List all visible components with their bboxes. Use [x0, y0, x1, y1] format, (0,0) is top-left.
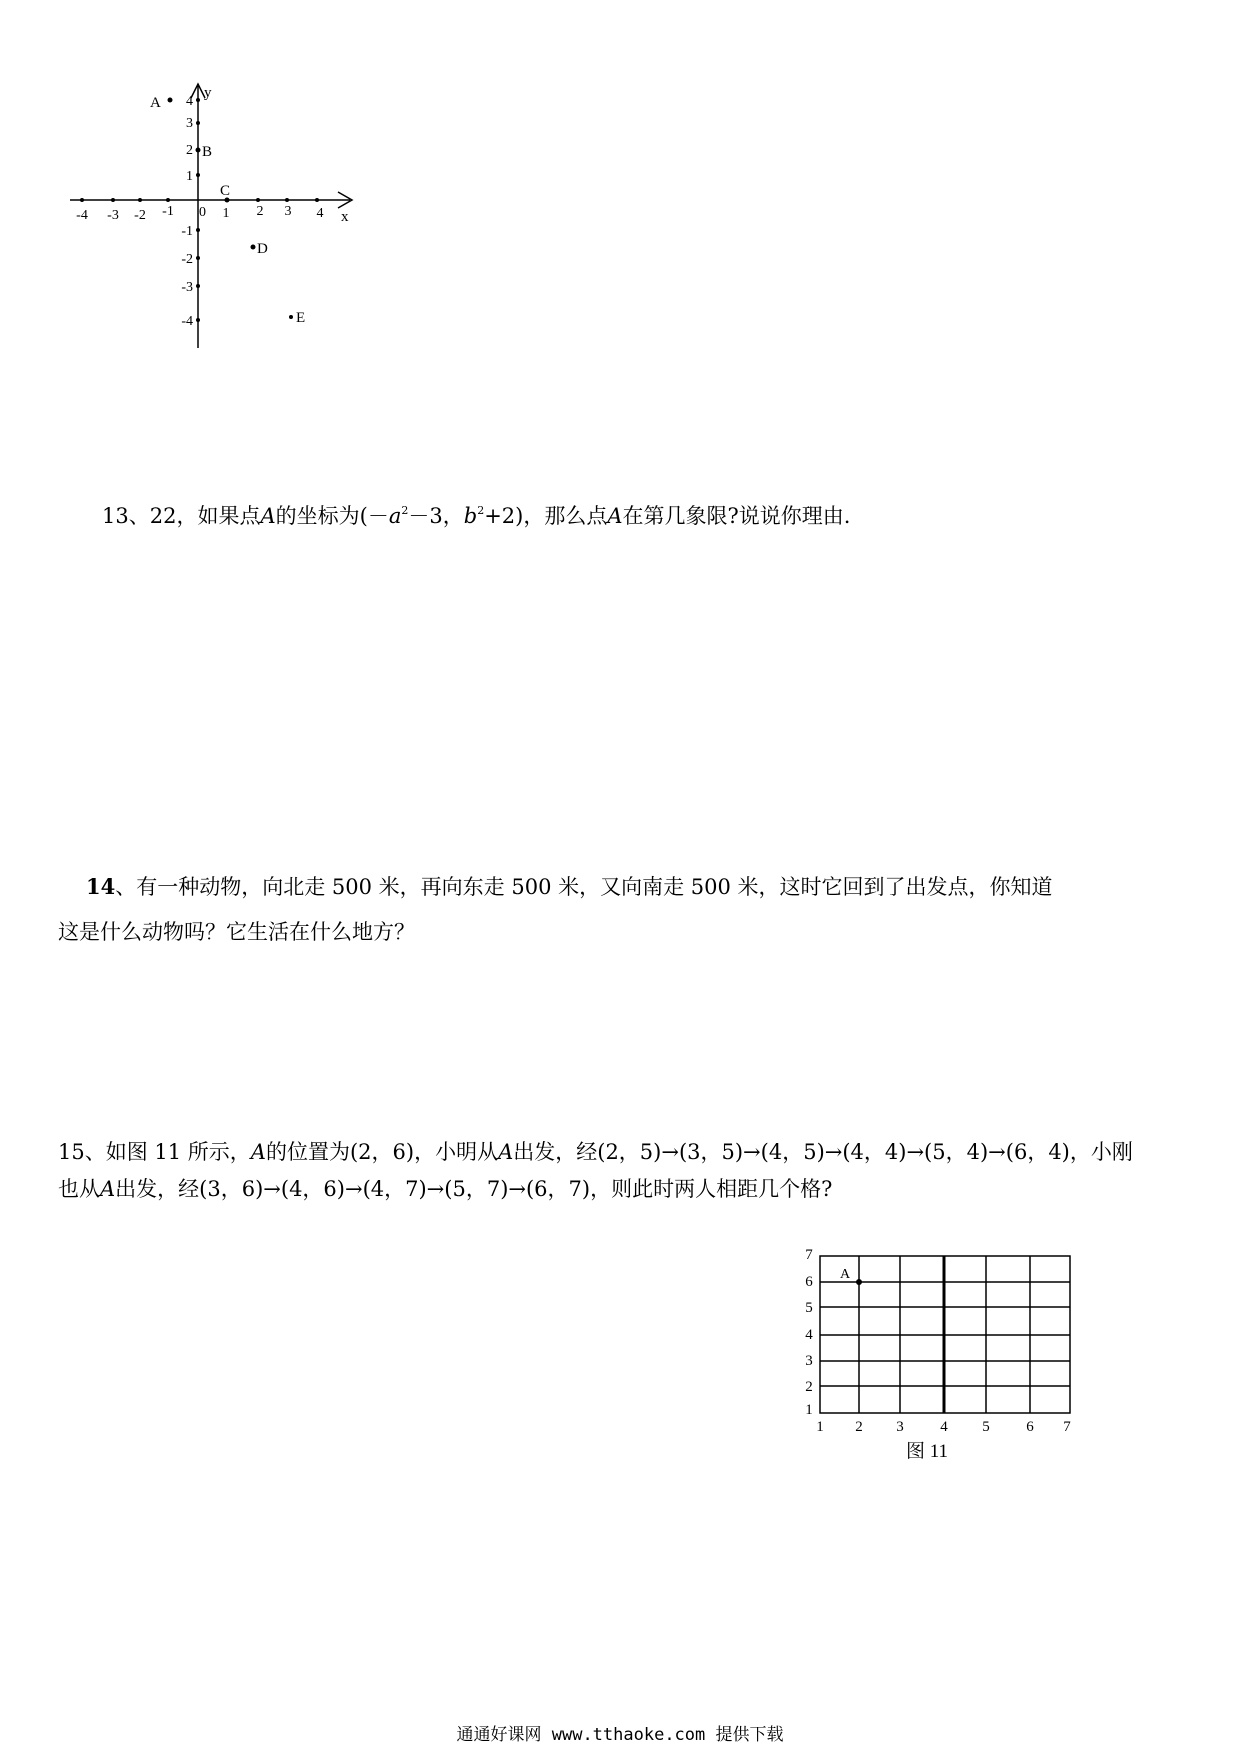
grid-y-labels	[805, 1247, 813, 1418]
q13-variable: b	[463, 504, 478, 528]
grid-point-a-dot	[856, 1279, 862, 1285]
grid-x-label: 2	[855, 1419, 863, 1435]
q13-text-part: 13、22，如果点	[102, 504, 261, 528]
coordinate-plane-figure	[60, 80, 400, 390]
x-tick-label: -3	[107, 208, 119, 223]
point-a-label: A	[150, 95, 161, 111]
q15-text-part: 也从	[58, 1177, 100, 1201]
figure-caption: 图 11	[905, 1441, 949, 1462]
question-14	[58, 868, 1188, 951]
point-d-label: D	[257, 241, 268, 257]
y-tick-label: -2	[181, 252, 193, 267]
point-b-label: B	[202, 144, 213, 160]
point-b-dot	[196, 148, 201, 153]
grid-figure-11	[790, 1238, 1090, 1468]
x-tick-label: 2	[256, 204, 264, 219]
y-tick-label: -3	[181, 280, 193, 295]
question-14-line-1	[58, 868, 1188, 906]
grid-x-label: 4	[940, 1419, 948, 1435]
q13-variable: A	[607, 504, 623, 528]
grid-x-labels	[816, 1419, 1071, 1435]
grid-y-label: 1	[805, 1402, 813, 1418]
point-e-dot	[289, 315, 293, 319]
point-c-label: C	[220, 183, 231, 199]
q15-variable: A	[100, 1177, 116, 1201]
grid-y-label: 4	[805, 1327, 813, 1343]
y-tick-label: 1	[186, 169, 193, 184]
q15-text-part: 的位置为(2，6)，小明从	[265, 1140, 499, 1164]
y-tick-label: 2	[186, 143, 193, 158]
y-tick-labels	[181, 94, 193, 329]
q13-exponent: 2	[401, 504, 409, 517]
q15-variable: A	[250, 1140, 266, 1164]
q13-text-part: +2)，那么点	[484, 504, 608, 528]
q14-text-part: 、有一种动物，向北走 500 米，再向东走 500 米，又向南走 500 米，这时它回到了出发点，你知道	[115, 875, 1053, 899]
q15-variable: A	[498, 1140, 514, 1164]
question-number: 14	[86, 874, 116, 899]
x-tick-label: 1	[222, 206, 230, 221]
point-d-dot	[251, 245, 256, 250]
grid-y-label: 5	[805, 1300, 813, 1316]
grid-y-label: 3	[805, 1353, 813, 1369]
question-15-line-2	[58, 1171, 1188, 1208]
y-tick-label: -1	[181, 224, 193, 239]
grid-y-label: 7	[805, 1247, 813, 1263]
x-axis-label: x	[341, 209, 349, 225]
question-15	[58, 1134, 1188, 1208]
x-tick-label: 4	[316, 206, 324, 221]
q13-exponent: 2	[477, 504, 485, 517]
question-14-line-2: 这是什么动物吗？它生活在什么地方？	[58, 920, 415, 944]
q15-text-part: 出发，经(3，6)→(4，6)→(4，7)→(5，7)→(6，7)，则此时两人相距几个格?	[115, 1177, 833, 1201]
grid-x-label: 3	[896, 1419, 904, 1435]
x-tick-label: -4	[76, 208, 88, 223]
page-footer: 通通好课网 www.tthaoke.com 提供下载	[456, 1725, 784, 1745]
question-13	[58, 498, 1232, 535]
q15-text-part: 15、如图 11 所示，	[58, 1140, 251, 1164]
y-tick-label: 3	[186, 116, 193, 131]
x-tick-label: 3	[284, 204, 292, 219]
q13-text-part: 在第几象限?说说你理由.	[622, 504, 851, 528]
question-15-line-1	[58, 1134, 1188, 1171]
q13-variable: A	[260, 504, 276, 528]
origin-label: 0	[199, 205, 206, 220]
grid-y-label: 2	[805, 1379, 813, 1395]
q13-text-part: －3，	[408, 504, 464, 528]
y-axis-label: y	[204, 85, 212, 101]
point-a-dot	[168, 98, 173, 103]
grid-x-label: 6	[1026, 1419, 1034, 1435]
q13-variable: a	[388, 504, 402, 528]
grid-point-a-label: A	[840, 1267, 851, 1282]
y-tick-label: 4	[186, 94, 193, 109]
grid-x-label: 1	[816, 1419, 824, 1435]
question-13-text	[102, 498, 1232, 535]
y-tick-label: -4	[181, 314, 193, 329]
point-e-label: E	[296, 310, 306, 326]
grid-x-label: 7	[1063, 1419, 1071, 1435]
q15-text-part: 出发，经(2，5)→(3，5)→(4，5)→(4，4)→(5，4)→(6，4)，小刚	[513, 1140, 1133, 1164]
x-tick-label: -1	[162, 204, 174, 219]
grid-x-label: 5	[982, 1419, 990, 1435]
x-tick-label: -2	[134, 208, 146, 223]
q13-text-part: 的坐标为(－	[275, 504, 389, 528]
grid-y-label: 6	[805, 1274, 813, 1290]
